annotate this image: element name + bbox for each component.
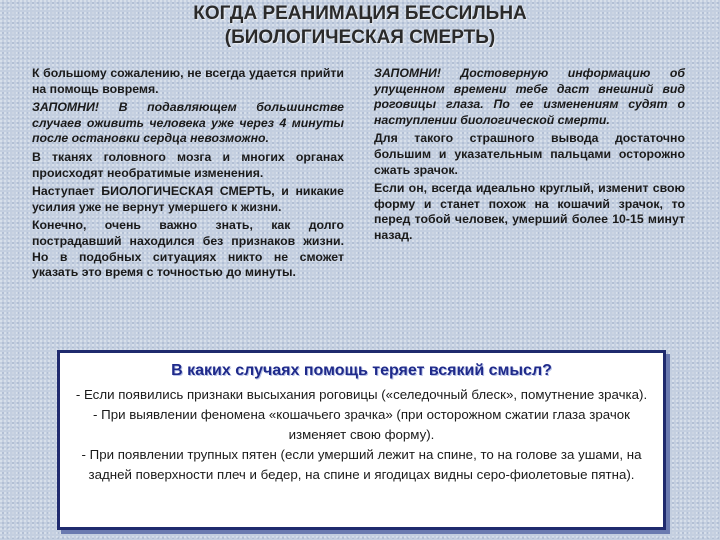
list-item: - При появлении трупных пятен (если умерший лежит на спине, то на голове за ушами, на задней поверхности плеч и бедер, на спине и ягодицах видны серо-фиолетовые пятна). xyxy=(81,447,642,482)
right-paragraph-1: ЗАПОМНИ! Достоверную информацию об упущенном времени тебе даст внешний вид роговицы глаза. По ее изменениям судят о наступлении биологической смерти. xyxy=(374,66,685,127)
title-line-2: (БИОЛОГИЧЕСКАЯ СМЕРТЬ) xyxy=(224,27,496,48)
left-paragraph-5: Конечно, очень важно знать, как долго пострадавший находился без признаков жизни. Но в подобных ситуациях никто не сможет указать это время с точностью до минуты. xyxy=(32,218,344,280)
info-box-list xyxy=(68,385,655,485)
left-paragraph-2: ЗАПОМНИ! В подавляющем большинстве случаев оживить человека уже через 4 минуты после остановки сердца невозможно. xyxy=(32,100,344,146)
title-line-1: КОГДА РЕАНИМАЦИЯ БЕССИЛЬНА xyxy=(193,3,527,24)
page-title xyxy=(0,2,720,50)
right-paragraph-2: Для такого страшного вывода достаточно большим и указательным пальцами осторожно сжать зрачок. xyxy=(374,131,685,177)
left-paragraph-3: В тканях головного мозга и многих органах происходят необратимые изменения. xyxy=(32,149,344,180)
list-item: - Если появились признаки высыхания роговицы («селедочный блеск», помутнение зрачка). xyxy=(75,387,648,402)
left-paragraph-1: К большому сожалению, не всегда удается прийти на помощь вовремя. xyxy=(32,66,344,96)
info-box xyxy=(57,350,666,530)
right-paragraph-3: Если он, всегда идеально круглый, изменит свою форму и станет похож на кошачий зрачок, то перед тобой человек, умерший более 10-15 минут назад. xyxy=(374,181,685,242)
right-column xyxy=(374,66,685,247)
info-box-heading: В каких случаях помощь теряет всякий смысл? xyxy=(171,362,552,379)
list-item: - При выявлении феномена «кошачьего зрачка» (при осторожном сжатии глаза зрачок изменяет свою форму). xyxy=(93,407,630,442)
left-paragraph-4: Наступает БИОЛОГИЧЕСКАЯ СМЕРТЬ, и никакие усилия уже не вернут умершего к жизни. xyxy=(32,184,344,214)
left-column xyxy=(32,66,344,284)
